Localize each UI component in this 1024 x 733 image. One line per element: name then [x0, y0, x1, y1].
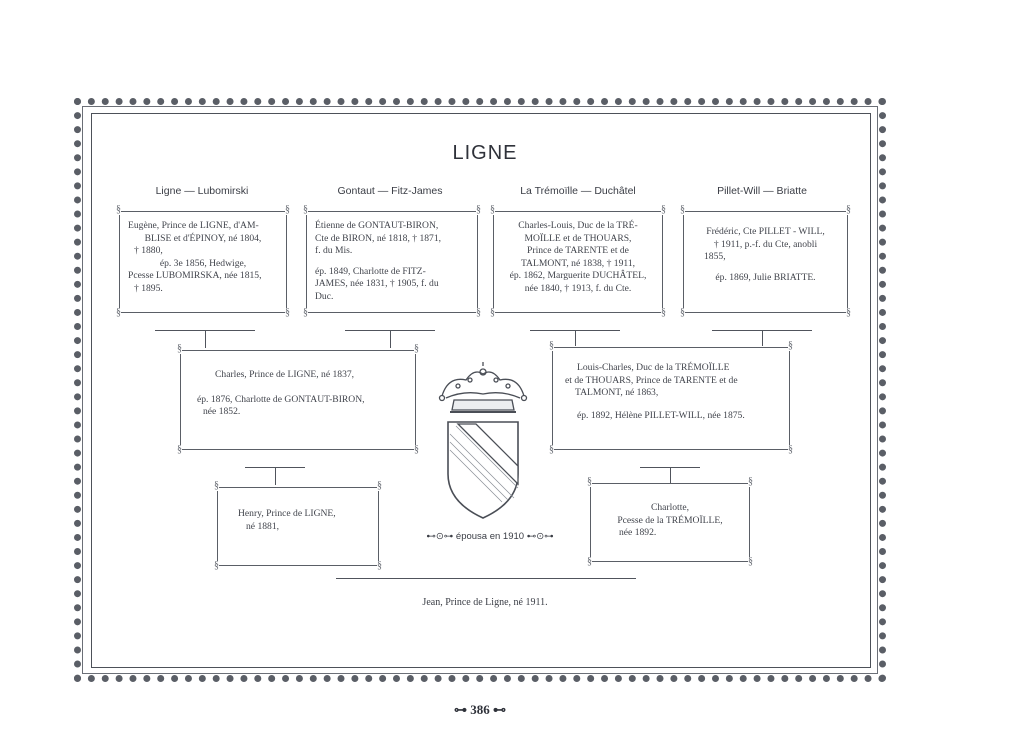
person-box-henry: § Henry, Prince de LIGNE, né 1881, § § §	[217, 487, 379, 566]
page-number	[430, 702, 530, 718]
text-line: Duc.	[315, 290, 334, 302]
ornament-icon: ⊷⊙⊶	[526, 531, 554, 542]
connector-line	[390, 330, 391, 348]
text-line: et de THOUARS, Prince de TARENTE et de	[565, 374, 738, 386]
ornament-icon: ⊷⊙⊶	[426, 531, 454, 542]
text-line: † 1880,	[134, 245, 163, 257]
text-line: § Charles-Louis, Duc de la TRÉ-	[518, 220, 638, 231]
text-line: ép. 1892, Hélène PILLET-WILL, née 1875.	[577, 409, 745, 421]
person-box-charles-louis: § Charles-Louis, Duc de la TRÉ- MOÏLLE et de THOUARS, Prince de TARENTE et de TALMONT, né 1838, † 1911, ép. 1862, Marguerite DUCHÂTEL, née 1840, † 1913, f. du Cte. § § §	[493, 211, 663, 313]
text-line: f. du Mis.	[315, 245, 353, 257]
text-line: Pcesse de la TRÉMOÏLLE,	[617, 514, 723, 526]
text-line: § Charles, Prince de LIGNE, né 1837,	[215, 369, 355, 380]
text-line: Pcesse LUBOMIRSKA, née 1815,	[128, 270, 262, 282]
text-line: BLISE et d'ÉPINOY, né 1804,	[144, 232, 262, 244]
text-line: ép. 3e 1856, Hedwige,	[159, 257, 247, 269]
text-line: ép. 1849, Charlotte de FITZ-	[315, 265, 426, 277]
connector-line	[670, 467, 671, 483]
column-heading-pillet: Pillet-Will — Briatte	[717, 185, 807, 197]
ornament-icon: ⊶	[454, 702, 467, 717]
person-box-frederic: § Frédéric, Cte PILLET - WILL, † 1911, p.-f. du Cte, anobli 1855, ép. 1869, Julie BRIATTE. § § §	[683, 211, 848, 313]
connector-line	[762, 330, 763, 346]
text-line: † 1895.	[134, 282, 163, 294]
person-box-eugene: § Eugène, Prince de LIGNE, d'AM- BLISE et d'ÉPINOY, né 1804, † 1880, ép. 3e 1856, Hedwige, Pcesse LUBOMIRSKA, née 1815, † 1895. § § §	[119, 211, 287, 313]
marriage-text: épousa en 1910	[455, 531, 525, 542]
text-line: TALMONT, né 1863,	[575, 387, 659, 399]
person-box-charles: § Charles, Prince de LIGNE, né 1837, ép. 1876, Charlotte de GONTAUT-BIRON, née 1852. § § §	[180, 350, 416, 450]
text-line: § Louis-Charles, Duc de la TRÉMOÏLLE	[577, 362, 730, 373]
column-heading-gontaut: Gontaut — Fitz-James	[337, 185, 443, 197]
person-box-louis-charles: § Louis-Charles, Duc de la TRÉMOÏLLE et de THOUARS, Prince de TARENTE et de TALMONT, né 1863, ép. 1892, Hélène PILLET-WILL, née 1875. § § §	[552, 347, 790, 450]
text-line: 1855,	[704, 251, 726, 263]
text-line: ép. 1862, Marguerite DUCHÂTEL,	[509, 270, 647, 282]
text-line: née 1852.	[203, 406, 241, 418]
text-line: Prince de TARENTE et de	[527, 245, 629, 257]
text-line: née 1840, † 1913, f. du Cte.	[524, 282, 632, 294]
text-line: ép. 1876, Charlotte de GONTAUT-BIRON,	[197, 393, 365, 405]
connector-line	[205, 330, 206, 348]
page-number-text: 386	[470, 702, 490, 717]
page-title: LIGNE	[452, 142, 518, 164]
text-line: MOÏLLE et de THOUARS,	[524, 232, 632, 244]
person-box-charlotte: § Charlotte, Pcesse de la TRÉMOÏLLE, née 1892. § § §	[590, 483, 750, 562]
connector-rule	[336, 578, 636, 579]
marriage-note	[420, 531, 560, 542]
text-line: § Charlotte,	[650, 502, 690, 513]
text-line: JAMES, née 1831, † 1905, f. du	[315, 278, 439, 290]
text-line: Cte de BIRON, né 1818, † 1871,	[315, 232, 442, 244]
text-line: § Étienne de GONTAUT-BIRON,	[315, 220, 439, 231]
text-line: TALMONT, né 1838, † 1911,	[520, 257, 636, 269]
connector-line	[275, 467, 276, 485]
text-line: ép. 1869, Julie BRIATTE.	[715, 271, 816, 283]
coat-of-arms-icon	[428, 362, 538, 522]
column-heading-ligne: Ligne — Lubomirski	[155, 185, 249, 197]
text-line: † 1911, p.-f. du Cte, anobli	[713, 238, 818, 250]
ornament-icon: ⊷	[493, 702, 506, 717]
text-line: née 1892.	[619, 527, 657, 539]
person-box-etienne: § Étienne de GONTAUT-BIRON, Cte de BIRON, né 1818, † 1871, f. du Mis. ép. 1849, Charlotte de FITZ- JAMES, née 1831, † 1905, f. du Duc. § § §	[306, 211, 478, 313]
text-line: § Eugène, Prince de LIGNE, d'AM-	[128, 220, 259, 231]
text-line: né 1881,	[246, 520, 280, 532]
column-heading-tremoille: La Trémoïlle — Duchâtel	[520, 185, 636, 197]
child-entry-jean: Jean, Prince de Ligne, né 1911.	[422, 597, 548, 608]
text-line: § Henry, Prince de LIGNE,	[238, 508, 336, 519]
text-line: § Frédéric, Cte PILLET - WILL,	[706, 226, 825, 237]
connector-line	[575, 330, 576, 346]
